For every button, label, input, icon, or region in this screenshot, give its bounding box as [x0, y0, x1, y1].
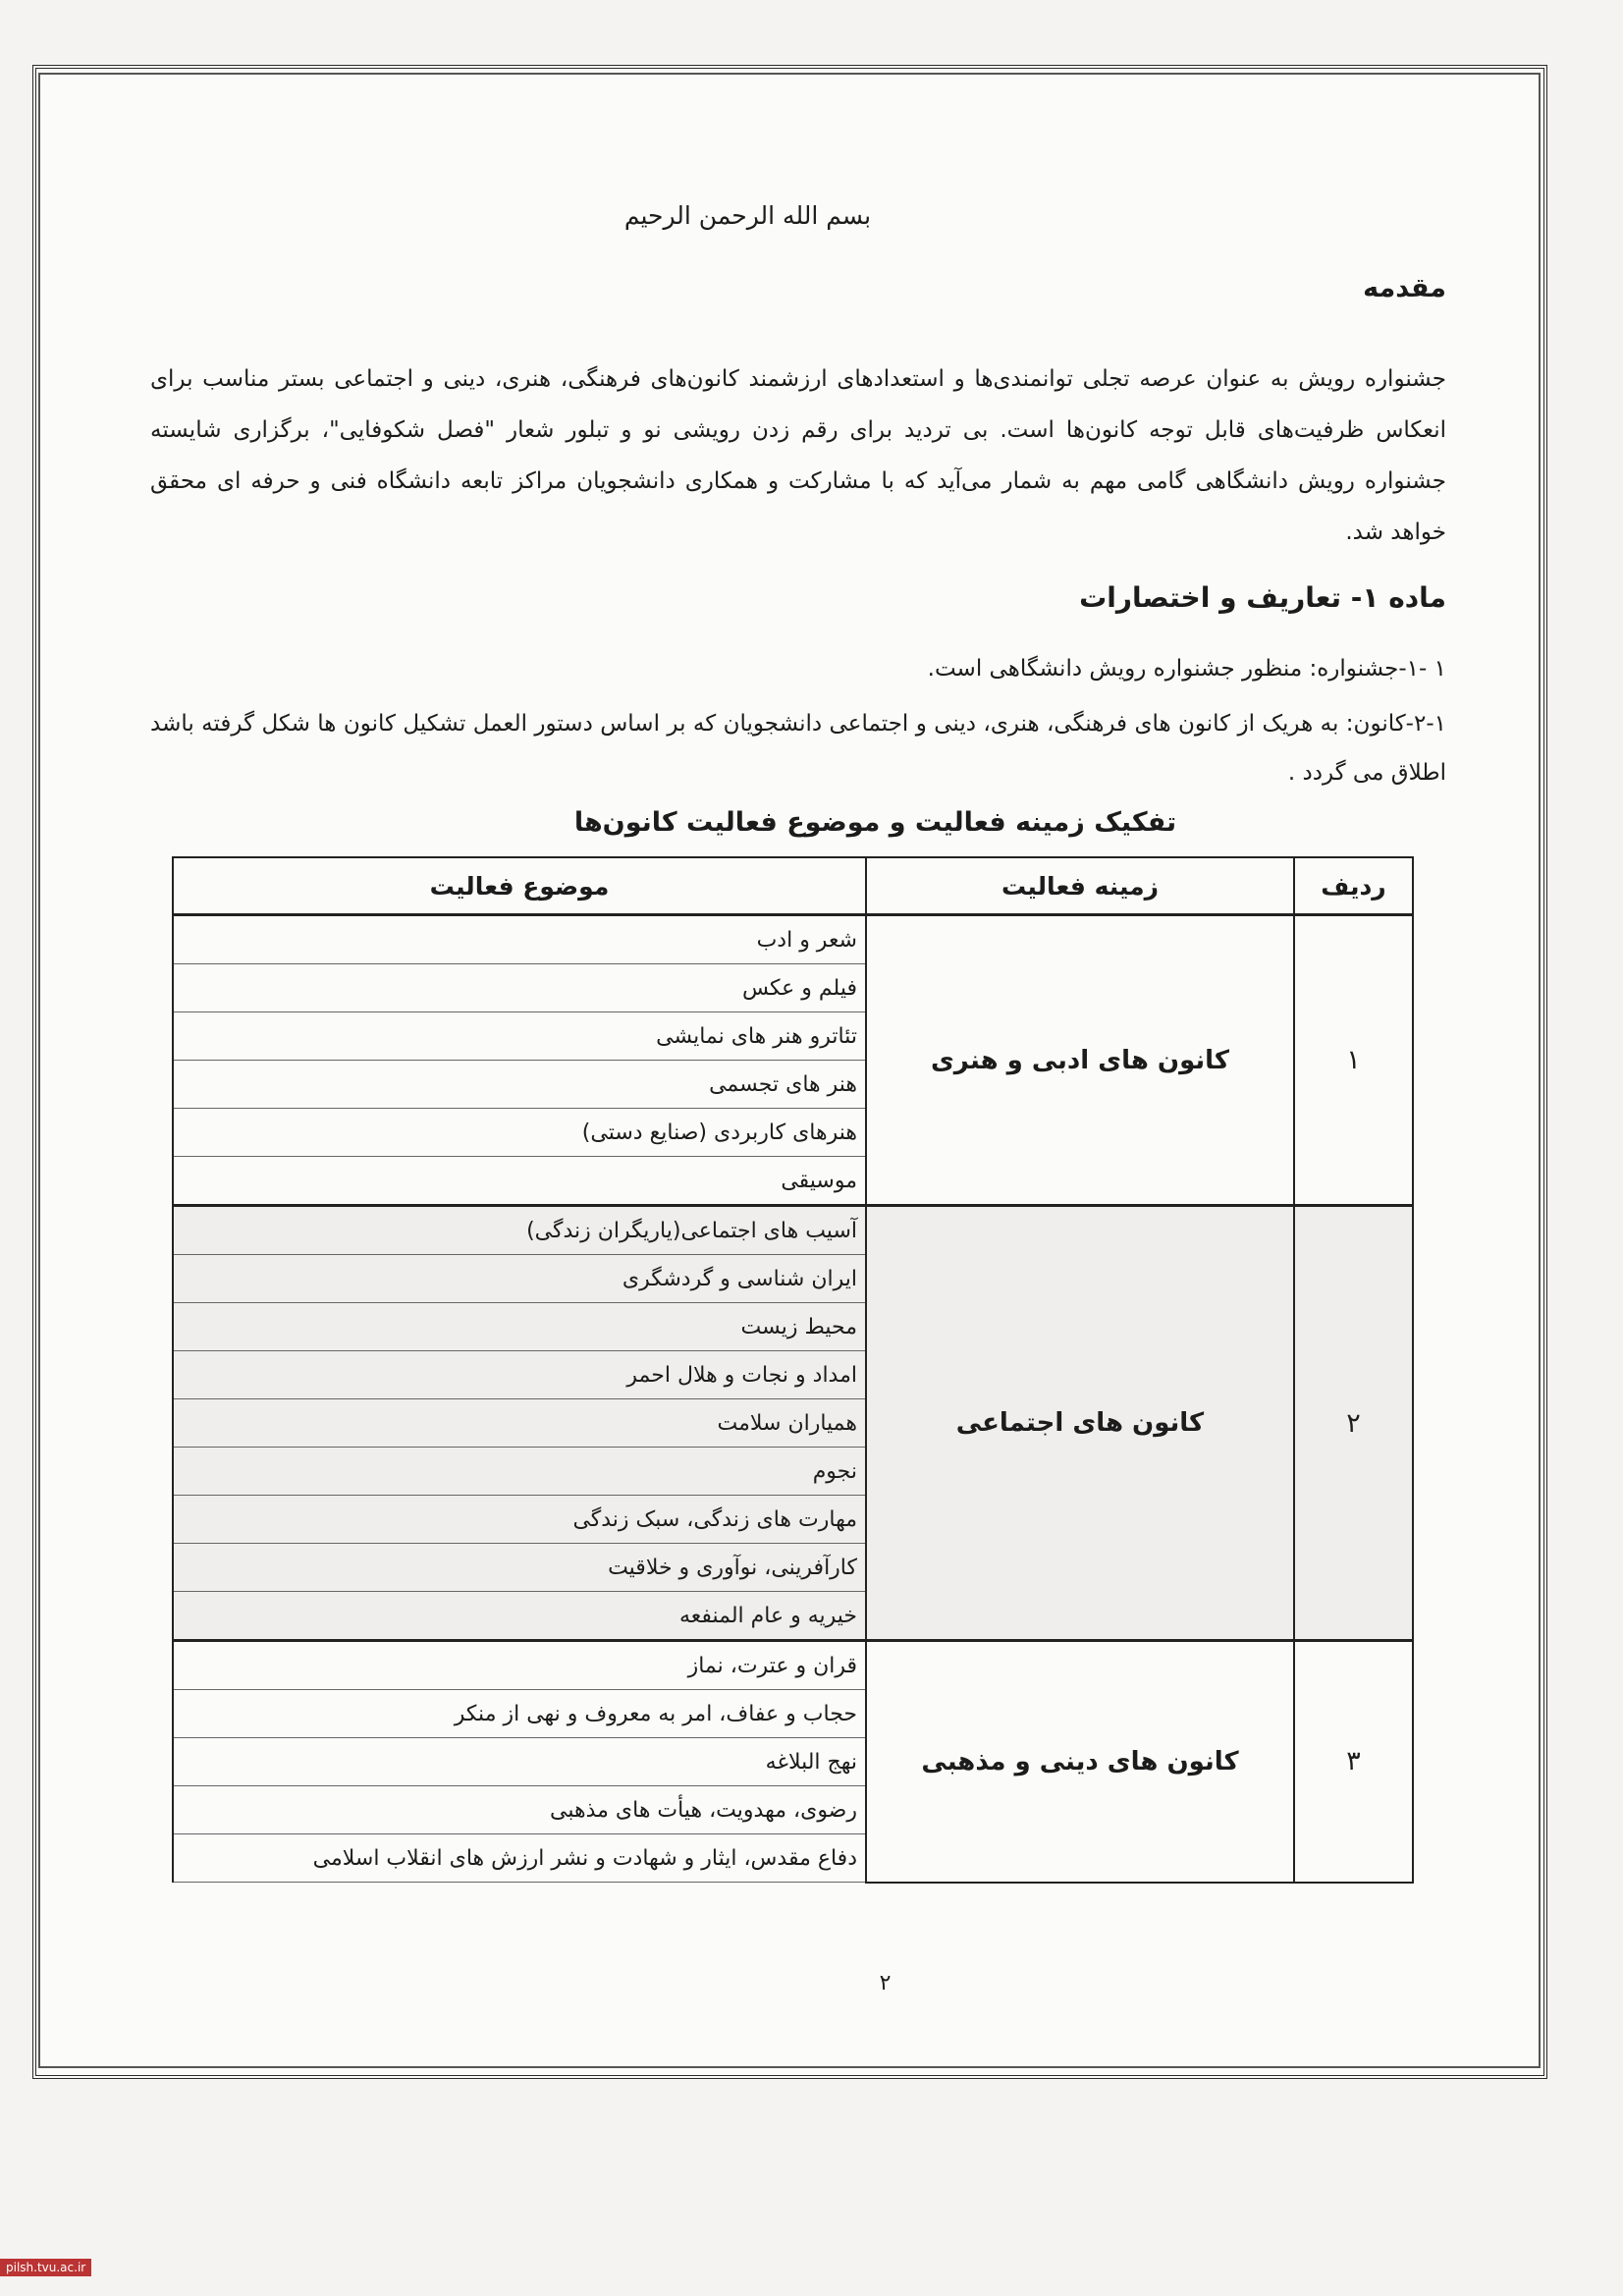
activity-topic: موسیقی	[173, 1157, 866, 1206]
activity-topic: شعر و ادب	[173, 915, 866, 964]
group-religious	[173, 1641, 1413, 1883]
activity-topic: نجوم	[173, 1448, 866, 1496]
group-literary-artistic	[173, 915, 1413, 1206]
activity-topic: ایران شناسی و گردشگری	[173, 1255, 866, 1303]
row-number: ۳	[1294, 1641, 1413, 1883]
activity-topic: هنرهای کاربردی (صنایع دستی)	[173, 1109, 866, 1157]
activity-topic: امداد و نجات و هلال احمر	[173, 1351, 866, 1399]
site-watermark: pilsh.tvu.ac.ir	[0, 2259, 91, 2276]
header-topic: موضوع فعالیت	[173, 857, 866, 915]
activity-topic: دفاع مقدس، ایثار و شهادت و نشر ارزش های انقلاب اسلامی	[173, 1834, 866, 1883]
activity-area: کانون های دینی و مذهبی	[866, 1641, 1294, 1883]
article1-heading: ماده ۱- تعاریف و اختصارات	[1079, 581, 1446, 614]
activity-area: کانون های ادبی و هنری	[866, 915, 1294, 1206]
activity-topic: آسیب های اجتماعی(یاریگران زندگی)	[173, 1206, 866, 1255]
activity-topic: حجاب و عفاف، امر به معروف و نهی از منکر	[173, 1690, 866, 1738]
row-number: ۱	[1294, 915, 1413, 1206]
basmala: بسم الله الرحمن الرحیم	[623, 201, 872, 230]
table-row	[173, 1206, 1413, 1255]
activity-topic: فیلم و عکس	[173, 964, 866, 1012]
header-row-num: ردیف	[1294, 857, 1413, 915]
table-header-row	[173, 857, 1413, 915]
activity-topic: رضوی، مهدویت، هیأت های مذهبی	[173, 1786, 866, 1834]
header-area: زمینه فعالیت	[866, 857, 1294, 915]
activity-topic: همیاران سلامت	[173, 1399, 866, 1448]
activity-area: کانون های اجتماعی	[866, 1206, 1294, 1641]
table-row	[173, 1641, 1413, 1690]
intro-paragraph: جشنواره رویش به عنوان عرصه تجلی توانمندی‌ها و استعدادهای ارزشمند کانون‌های فرهنگی، هنری، دینی و اجتماعی بستر مناسب برای انعکاس ظرفیت‌های قابل توجه کانون‌ها است. بی تردید برای رقم زدن رویشی نو و تبلور شعار "فصل شکوفایی"، برگزاری شایسته جشنواره رویش دانشگاهی گامی مهم به شمار می‌آید که با مشارکت و همکاری دانشجویان مراکز تابعه دانشگاه فنی و حرفه ای محقق خواهد شد.	[150, 366, 1446, 545]
intro-heading: مقدمه	[1363, 273, 1446, 303]
group-social	[173, 1206, 1413, 1641]
activity-topic: هنر های تجسمی	[173, 1061, 866, 1109]
definition-club: ۲-۱-کانون: به هریک از کانون های فرهنگی، هنری، دینی و اجتماعی دانشجویان که بر اساس دستور العمل تشکیل کانون ها شکل گرفته باشد اطلاق می گردد .	[150, 711, 1446, 786]
page-number: ۲	[879, 1971, 892, 1995]
activity-topic: کارآفرینی، نوآوری و خلاقیت	[173, 1544, 866, 1592]
activity-topic: قران و عترت، نماز	[173, 1641, 866, 1690]
activity-topic: نهج البلاغه	[173, 1738, 866, 1786]
definition-festival: ۱ -۱-جشنواره: منظور جشنواره رویش دانشگاهی است.	[927, 656, 1446, 682]
activity-topic: محیط زیست	[173, 1303, 866, 1351]
row-number: ۲	[1294, 1206, 1413, 1641]
table-row	[173, 915, 1413, 964]
activity-topic: خیریه و عام المنفعه	[173, 1592, 866, 1641]
activity-topic: تئاترو هنر های نمایشی	[173, 1012, 866, 1061]
activity-topic: مهارت های زندگی، سبک زندگی	[173, 1496, 866, 1544]
activities-table	[172, 856, 1414, 1884]
table-title: تفکیک زمینه فعالیت و موضوع فعالیت کانون‌ها	[573, 807, 1177, 838]
